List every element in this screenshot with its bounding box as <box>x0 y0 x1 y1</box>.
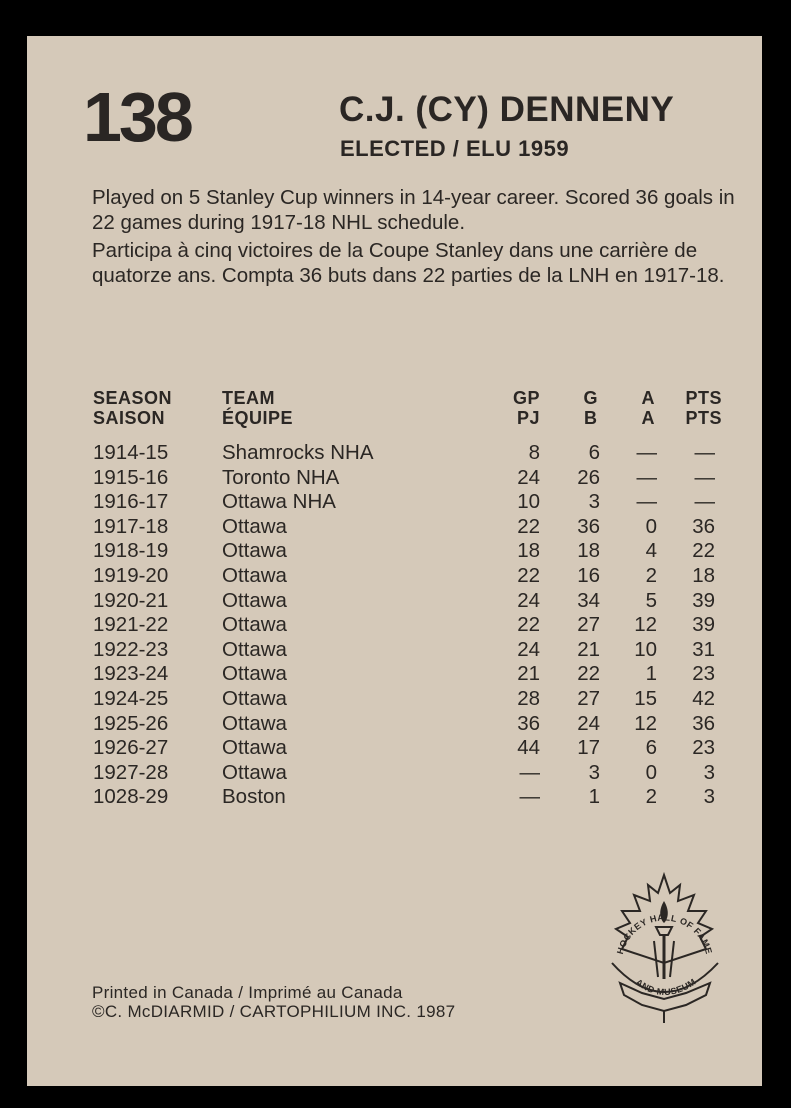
cell-gp: 22 <box>517 613 540 637</box>
cell-pts: 3 <box>703 785 715 809</box>
cell-gp: 22 <box>517 564 540 587</box>
table-row <box>27 736 762 760</box>
cell-g: 26 <box>577 465 600 489</box>
cell-pts: 36 <box>692 711 715 735</box>
cell-g: 24 <box>577 711 600 735</box>
cell-a: 2 <box>645 785 657 809</box>
table-row <box>27 564 762 588</box>
header-pts: PTS PTS <box>685 388 722 428</box>
bio-french: Participa à cinq victoires de la Coupe Stanley dans une carrière de quatorze ans. Compta 36 buts dans 22 parties de la LNH en 1917-18. <box>92 239 725 287</box>
table-row <box>27 687 762 711</box>
cell-a: — <box>636 465 657 489</box>
header-gp: GP PJ <box>512 388 540 428</box>
table-row <box>27 761 762 785</box>
header-team: TEAM ÉQUIPE <box>222 388 294 428</box>
cell-g: 27 <box>577 687 600 710</box>
cell-g: 18 <box>577 539 600 563</box>
cell-gp: 8 <box>528 441 540 464</box>
cell-pts: — <box>694 490 715 514</box>
cell-season: 1028-29 <box>93 785 169 809</box>
elected-year: ELECTED / ELU 1959 <box>340 136 570 161</box>
cell-gp: 36 <box>517 711 540 735</box>
cell-g: 6 <box>588 441 600 464</box>
svg-text:HOCKEY HALL OF FAME: HOCKEY HALL OF FAME <box>614 912 715 956</box>
cell-gp: 10 <box>517 490 540 514</box>
cell-team: Toronto NHA <box>222 465 340 489</box>
cell-a: 4 <box>645 539 657 563</box>
cell-g: 16 <box>577 564 600 587</box>
cell-g: 17 <box>577 736 600 760</box>
cell-pts: 39 <box>692 588 715 612</box>
table-row <box>27 712 762 736</box>
cell-pts: 23 <box>692 736 715 760</box>
copyright-text: ©C. McDIARMID / CARTOPHILIUM INC. 1987 <box>92 1002 456 1021</box>
cell-gp: 22 <box>517 514 540 538</box>
cell-team: Boston <box>222 785 286 809</box>
cell-season: 1918-19 <box>93 539 169 563</box>
cell-team: Ottawa <box>222 736 287 760</box>
cell-gp: 21 <box>517 662 540 686</box>
card-number: 138 <box>83 78 191 156</box>
header-a: A A <box>641 388 655 428</box>
cell-team: Ottawa <box>222 637 287 661</box>
cell-a: 2 <box>645 564 657 587</box>
cell-gp: 44 <box>517 736 540 760</box>
header-season: SEASON SAISON <box>93 388 173 428</box>
cell-season: 1926-27 <box>93 736 169 760</box>
cell-season: 1917-18 <box>93 514 169 538</box>
cell-pts: 31 <box>692 637 715 661</box>
cell-a: 10 <box>634 637 657 661</box>
bio-english: Played on 5 Stanley Cup winners in 14-year career. Scored 36 goals in 22 games during 1917-18 NHL schedule. <box>92 186 735 234</box>
cell-pts: 42 <box>692 687 715 710</box>
cell-team: Ottawa <box>222 760 287 784</box>
cell-team: Ottawa <box>222 687 287 710</box>
printed-in-text: Printed in Canada / Imprimé au Canada <box>92 983 403 1002</box>
cell-a: 0 <box>645 760 657 784</box>
cell-team: Ottawa <box>222 514 287 538</box>
cell-pts: 18 <box>692 564 715 587</box>
cell-gp: 24 <box>517 465 540 489</box>
cell-gp: 24 <box>517 637 540 661</box>
table-row <box>27 589 762 613</box>
header-g: G B <box>583 388 598 428</box>
cell-g: 21 <box>577 637 600 661</box>
cell-pts: 22 <box>692 539 715 563</box>
cell-season: 1915-16 <box>93 465 169 489</box>
cell-team: Ottawa <box>222 711 287 735</box>
cell-season: 1914-15 <box>93 441 169 464</box>
cell-gp: 18 <box>517 539 540 563</box>
cell-team: Shamrocks NHA <box>222 441 374 464</box>
cell-g: 3 <box>588 490 600 514</box>
hockey-card-back <box>27 36 762 1086</box>
cell-season: 1921-22 <box>93 613 169 637</box>
cell-a: — <box>636 441 657 464</box>
cell-a: 6 <box>645 736 657 760</box>
cell-a: 12 <box>634 711 657 735</box>
cell-season: 1920-21 <box>93 588 169 612</box>
table-row <box>27 638 762 662</box>
cell-g: 1 <box>588 785 600 809</box>
cell-season: 1923-24 <box>93 662 169 686</box>
cell-a: 0 <box>645 514 657 538</box>
cell-gp: — <box>519 760 540 784</box>
cell-season: 1925-26 <box>93 711 169 735</box>
cell-team: Ottawa <box>222 588 287 612</box>
cell-team: Ottawa <box>222 662 287 686</box>
cell-season: 1924-25 <box>93 687 169 710</box>
table-row <box>27 490 762 514</box>
cell-team: Ottawa <box>222 564 287 587</box>
cell-g: 34 <box>577 588 600 612</box>
cell-a: 12 <box>634 613 657 637</box>
cell-season: 1919-20 <box>93 564 169 587</box>
cell-pts: 36 <box>692 514 715 538</box>
cell-pts: 23 <box>692 662 715 686</box>
svg-text:AND MUSEUM: AND MUSEUM <box>633 976 698 998</box>
table-row <box>27 613 762 637</box>
cell-a: — <box>636 490 657 514</box>
cell-a: 15 <box>634 687 657 710</box>
table-row <box>27 515 762 539</box>
cell-pts: 39 <box>692 613 715 637</box>
cell-season: 1927-28 <box>93 760 169 784</box>
player-name: C.J. (CY) DENNENY <box>339 90 675 129</box>
cell-team: Ottawa <box>222 539 287 563</box>
hockey-hall-of-fame-logo-icon <box>602 871 727 1026</box>
cell-gp: 24 <box>517 588 540 612</box>
cell-g: 3 <box>588 760 600 784</box>
cell-a: 5 <box>645 588 657 612</box>
cell-pts: — <box>694 441 715 464</box>
cell-gp: — <box>519 785 540 809</box>
table-row <box>27 441 762 465</box>
cell-g: 36 <box>577 514 600 538</box>
cell-season: 1922-23 <box>93 637 169 661</box>
cell-pts: — <box>694 465 715 489</box>
table-row <box>27 539 762 563</box>
cell-pts: 3 <box>703 760 715 784</box>
table-row <box>27 662 762 686</box>
cell-gp: 28 <box>517 687 540 710</box>
table-row <box>27 466 762 490</box>
cell-team: Ottawa NHA <box>222 490 336 514</box>
cell-team: Ottawa <box>222 613 287 637</box>
cell-a: 1 <box>645 662 657 686</box>
cell-g: 22 <box>577 662 600 686</box>
cell-season: 1916-17 <box>93 490 169 514</box>
table-row <box>27 785 762 809</box>
cell-g: 27 <box>577 613 600 637</box>
